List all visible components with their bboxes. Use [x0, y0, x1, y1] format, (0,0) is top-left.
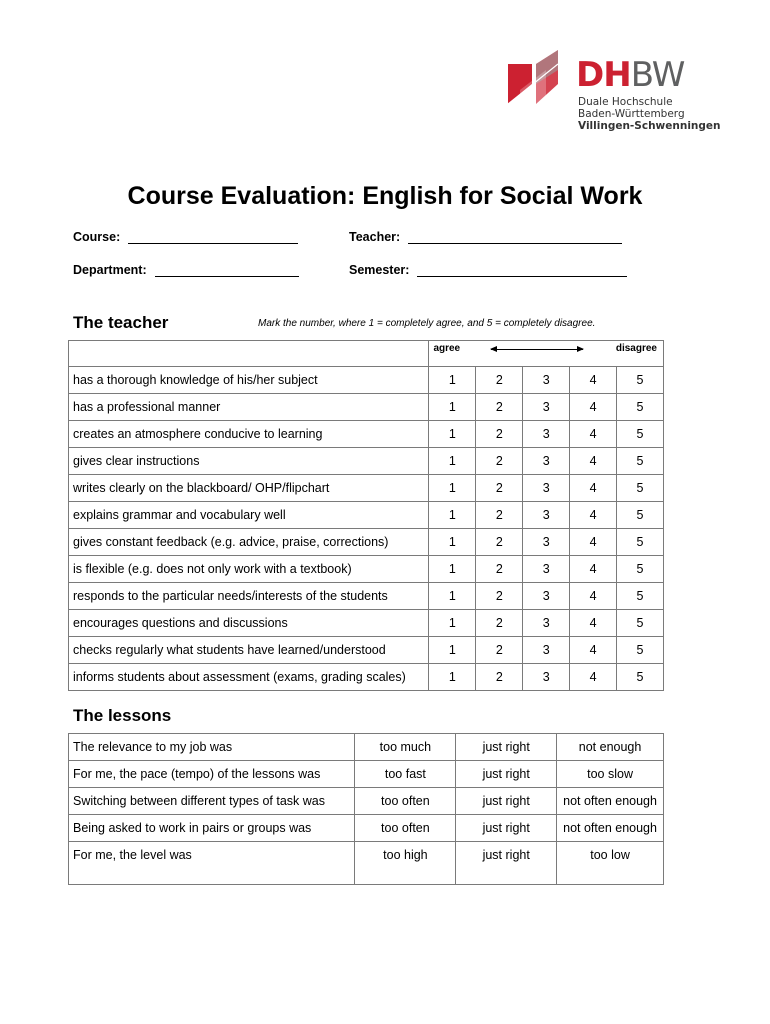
teacher-item-label: gives clear instructions [69, 448, 429, 475]
teacher-item-row [69, 367, 664, 394]
rating-option-1[interactable]: 1 [429, 664, 476, 691]
rating-option-5[interactable]: 5 [617, 421, 664, 448]
rating-option-1[interactable]: 1 [429, 448, 476, 475]
teacher-item-row [69, 394, 664, 421]
rating-option-3[interactable]: 3 [523, 610, 570, 637]
teacher-item-label: informs students about assessment (exams, grading scales) [69, 664, 429, 691]
rating-option-3[interactable]: 3 [523, 664, 570, 691]
department-field[interactable] [73, 263, 299, 277]
rating-option-3[interactable]: 3 [523, 583, 570, 610]
teacher-item-row [69, 529, 664, 556]
teacher-item-row [69, 664, 664, 691]
teacher-item-label: has a professional manner [69, 394, 429, 421]
teacher-line[interactable] [408, 231, 622, 244]
logo-line-1: Duale Hochschule [578, 96, 673, 108]
rating-option-1[interactable]: 1 [429, 610, 476, 637]
lesson-label: For me, the pace (tempo) of the lessons was [69, 761, 355, 788]
teacher-item-row [69, 637, 664, 664]
rating-option-4[interactable]: 4 [570, 502, 617, 529]
teacher-item-label: writes clearly on the blackboard/ OHP/flipchart [69, 475, 429, 502]
course-field[interactable] [73, 230, 298, 244]
lesson-row [69, 734, 664, 761]
teacher-item-label: is flexible (e.g. does not only work with a textbook) [69, 556, 429, 583]
rating-option-1[interactable]: 1 [429, 556, 476, 583]
lesson-option[interactable]: just right [456, 734, 557, 761]
rating-option-3[interactable]: 3 [523, 529, 570, 556]
teacher-item-label: gives constant feedback (e.g. advice, praise, corrections) [69, 529, 429, 556]
lesson-option[interactable]: too fast [355, 761, 456, 788]
rating-option-5[interactable]: 5 [617, 394, 664, 421]
rating-option-5[interactable]: 5 [617, 610, 664, 637]
rating-option-3[interactable]: 3 [523, 637, 570, 664]
double-arrow-icon [491, 349, 583, 350]
lesson-row [69, 788, 664, 815]
lesson-option[interactable]: just right [456, 842, 557, 885]
rating-option-2[interactable]: 2 [476, 637, 523, 664]
rating-option-5[interactable]: 5 [617, 448, 664, 475]
semester-label: Semester: [349, 263, 410, 277]
rating-option-4[interactable]: 4 [570, 421, 617, 448]
rating-option-1[interactable]: 1 [429, 502, 476, 529]
rating-option-5[interactable]: 5 [617, 367, 664, 394]
rating-option-1[interactable]: 1 [429, 367, 476, 394]
semester-line[interactable] [417, 264, 627, 277]
lesson-option[interactable]: just right [456, 788, 557, 815]
lesson-option[interactable]: too often [355, 788, 456, 815]
course-line[interactable] [128, 231, 298, 244]
teacher-item-label: creates an atmosphere conducive to learning [69, 421, 429, 448]
teacher-item-label: responds to the particular needs/interests of the students [69, 583, 429, 610]
rating-option-5[interactable]: 5 [617, 502, 664, 529]
teacher-heading: The teacher [73, 313, 169, 332]
lesson-option[interactable]: too much [355, 734, 456, 761]
department-label: Department: [73, 263, 147, 277]
lesson-option[interactable]: not enough [557, 734, 664, 761]
rating-option-4[interactable]: 4 [570, 556, 617, 583]
teacher-item-row [69, 448, 664, 475]
lesson-label: Being asked to work in pairs or groups was [69, 815, 355, 842]
rating-option-1[interactable]: 1 [429, 583, 476, 610]
teacher-item-row [69, 421, 664, 448]
rating-option-5[interactable]: 5 [617, 556, 664, 583]
lesson-option[interactable]: just right [456, 761, 557, 788]
lesson-label: Switching between different types of task was [69, 788, 355, 815]
rating-option-3[interactable]: 3 [523, 502, 570, 529]
rating-option-1[interactable]: 1 [429, 421, 476, 448]
rating-option-3[interactable]: 3 [523, 475, 570, 502]
lesson-label: For me, the level was [69, 842, 355, 885]
rating-option-2[interactable]: 2 [476, 367, 523, 394]
lesson-option[interactable]: too slow [557, 761, 664, 788]
teacher-label: Teacher: [349, 230, 401, 244]
rating-option-1[interactable]: 1 [429, 475, 476, 502]
rating-option-5[interactable]: 5 [617, 637, 664, 664]
rating-option-4[interactable]: 4 [570, 637, 617, 664]
teacher-item-label: checks regularly what students have learned/understood [69, 637, 429, 664]
rating-option-4[interactable]: 4 [570, 475, 617, 502]
lesson-option[interactable]: too low [557, 842, 664, 885]
page-title: Course Evaluation: English for Social Work [127, 182, 643, 210]
rating-option-4[interactable]: 4 [570, 583, 617, 610]
rating-option-4[interactable]: 4 [570, 610, 617, 637]
teacher-item-row [69, 475, 664, 502]
lessons-heading: The lessons [73, 706, 172, 725]
rating-option-2[interactable]: 2 [476, 448, 523, 475]
rating-option-4[interactable]: 4 [570, 367, 617, 394]
rating-option-2[interactable]: 2 [476, 421, 523, 448]
lesson-label: The relevance to my job was [69, 734, 355, 761]
lesson-option[interactable]: just right [456, 815, 557, 842]
department-line[interactable] [155, 264, 299, 277]
lessons-table [68, 733, 664, 885]
rating-option-5[interactable]: 5 [617, 664, 664, 691]
logo-line-3: Villingen-Schwenningen [578, 120, 721, 132]
disagree-label: disagree [615, 343, 657, 354]
agree-label: agree [433, 343, 461, 354]
rating-option-1[interactable]: 1 [429, 529, 476, 556]
teacher-item-row [69, 556, 664, 583]
rating-option-3[interactable]: 3 [523, 556, 570, 583]
rating-option-2[interactable]: 2 [476, 583, 523, 610]
teacher-item-row [69, 583, 664, 610]
lesson-row [69, 842, 664, 885]
rating-option-2[interactable]: 2 [476, 394, 523, 421]
lesson-option[interactable]: not often enough [557, 788, 664, 815]
rating-option-5[interactable]: 5 [617, 475, 664, 502]
rating-option-2[interactable]: 2 [476, 664, 523, 691]
lesson-row [69, 761, 664, 788]
rating-option-2[interactable]: 2 [476, 502, 523, 529]
rating-option-5[interactable]: 5 [617, 583, 664, 610]
teacher-item-label: encourages questions and discussions [69, 610, 429, 637]
teacher-item-row [69, 610, 664, 637]
rating-option-3[interactable]: 3 [523, 394, 570, 421]
scale-header [429, 341, 664, 367]
logo-line-2: Baden-Württemberg [578, 108, 685, 120]
teacher-item-label: has a thorough knowledge of his/her subject [69, 367, 429, 394]
rating-option-1[interactable]: 1 [429, 394, 476, 421]
semester-field[interactable] [349, 263, 627, 277]
rating-option-3[interactable]: 3 [523, 448, 570, 475]
rating-option-2[interactable]: 2 [476, 556, 523, 583]
rating-option-4[interactable]: 4 [570, 529, 617, 556]
logo-bw: BW [630, 55, 685, 95]
lesson-option[interactable]: too high [355, 842, 456, 885]
rating-option-2[interactable]: 2 [476, 610, 523, 637]
lesson-option[interactable]: too often [355, 815, 456, 842]
rating-option-2[interactable]: 2 [476, 475, 523, 502]
rating-option-3[interactable]: 3 [523, 421, 570, 448]
logo-dh: DH [576, 55, 631, 95]
rating-option-1[interactable]: 1 [429, 637, 476, 664]
rating-option-4[interactable]: 4 [570, 394, 617, 421]
lesson-option[interactable]: not often enough [557, 815, 664, 842]
rating-option-3[interactable]: 3 [523, 367, 570, 394]
logo-wordmark [576, 55, 685, 95]
instruction-text: Mark the number, where 1 = completely agree, and 5 = completely disagree. [258, 318, 596, 329]
scale-header-row [69, 341, 664, 367]
lesson-row [69, 815, 664, 842]
teacher-field[interactable] [349, 230, 622, 244]
rating-option-4[interactable]: 4 [570, 664, 617, 691]
rating-option-4[interactable]: 4 [570, 448, 617, 475]
header-blank-cell [69, 341, 429, 367]
teacher-item-label: explains grammar and vocabulary well [69, 502, 429, 529]
course-label: Course: [73, 230, 121, 244]
rating-option-2[interactable]: 2 [476, 529, 523, 556]
rating-option-5[interactable]: 5 [617, 529, 664, 556]
teacher-rating-table [68, 340, 664, 691]
teacher-item-row [69, 502, 664, 529]
